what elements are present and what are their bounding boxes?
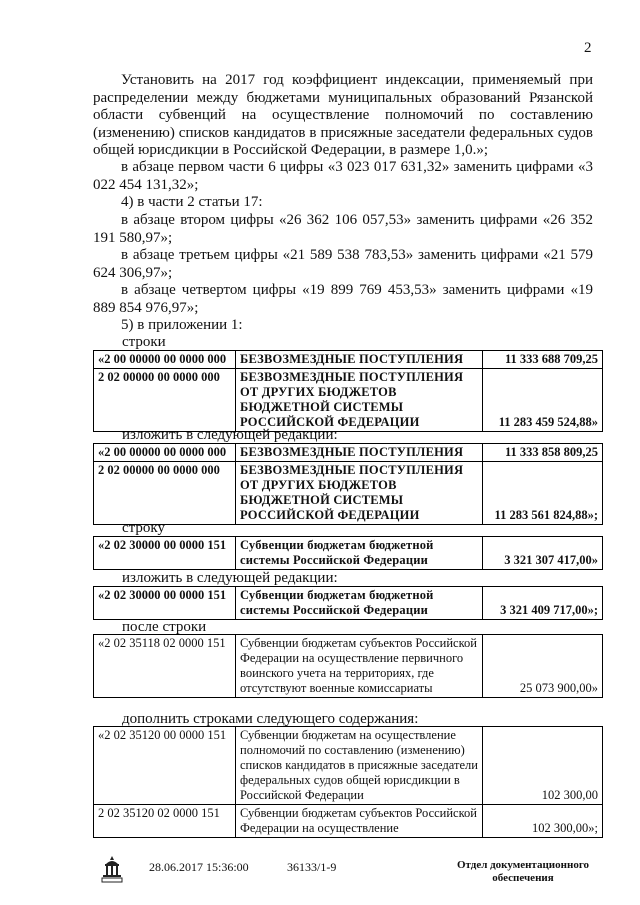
table-row — [94, 587, 603, 620]
table-cell-code: «2 02 30000 00 0000 151 — [94, 587, 236, 620]
table-cell-value: 11 283 459 524,88» — [483, 369, 603, 432]
table-cell-code: «2 02 35118 02 0000 151 — [94, 635, 236, 698]
table-row-old-subventions — [93, 536, 603, 570]
table-rows-new — [93, 443, 603, 525]
table-cell-name: БЕЗВОЗМЕЗДНЫЕ ПОСТУПЛЕНИЯ — [236, 351, 483, 369]
table-cell-code: 2 02 00000 00 0000 000 — [94, 462, 236, 525]
table-row — [94, 444, 603, 462]
table-cell-code: 2 02 35120 02 0000 151 — [94, 805, 236, 838]
table-cell-value: 11 283 561 824,88»; — [483, 462, 603, 525]
table-row — [94, 462, 603, 525]
label-add-rows: дополнить строками следующего содержания: — [122, 711, 419, 727]
table-row — [94, 727, 603, 805]
label-rows: строки — [122, 334, 166, 350]
table-cell-value: 3 321 307 417,00» — [483, 537, 603, 570]
paragraph-article17: 4) в части 2 статьи 17: — [121, 194, 263, 210]
page-number: 2 — [584, 40, 592, 56]
table-cell-value: 3 321 409 717,00»; — [483, 587, 603, 620]
table-cell-name: Субвенции бюджетам субъектов Российской Федерации на осуществление первичного воинского учета на территориях, где отсутствуют военные комиссариаты — [236, 635, 483, 698]
table-row-new-subventions — [93, 586, 603, 620]
table-cell-name: БЕЗВОЗМЕЗДНЫЕ ПОСТУПЛЕНИЯ ОТ ДРУГИХ БЮДЖЕТОВ БЮДЖЕТНОЙ СИСТЕМЫ РОССИЙСКОЙ ФЕДЕРАЦИИ — [236, 369, 483, 432]
table-cell-value: 11 333 858 809,25 — [483, 444, 603, 462]
paragraph-abzac3: в абзаце третьем цифры «21 589 538 783,53» заменить цифрами «21 579 624 306,97»; — [93, 247, 593, 281]
table-rows-added — [93, 726, 603, 838]
table-rows-old — [93, 350, 603, 432]
table-cell-code: «2 02 35120 00 0000 151 — [94, 727, 236, 805]
table-row — [94, 351, 603, 369]
table-cell-name: Субвенции бюджетам бюджетной системы Российской Федерации — [236, 537, 483, 570]
table-cell-value: 102 300,00 — [483, 727, 603, 805]
table-row — [94, 805, 603, 838]
label-after-row: после строки — [122, 619, 207, 635]
table-cell-name: БЕЗВОЗМЕЗДНЫЕ ПОСТУПЛЕНИЯ — [236, 444, 483, 462]
footer-datetime: 28.06.2017 15:36:00 — [149, 860, 249, 874]
label-new-edition: изложить в следующей редакции: — [122, 427, 338, 443]
table-cell-name: БЕЗВОЗМЕЗДНЫЕ ПОСТУПЛЕНИЯ ОТ ДРУГИХ БЮДЖЕТОВ БЮДЖЕТНОЙ СИСТЕМЫ РОССИЙСКОЙ ФЕДЕРАЦИИ — [236, 462, 483, 525]
duma-emblem-icon — [100, 854, 124, 884]
table-row-military — [93, 634, 603, 698]
paragraph-part6: в абзаце первом части 6 цифры «3 023 017 631,32» заменить цифрами «3 022 454 131,32»; — [93, 159, 593, 193]
table-cell-code: «2 00 00000 00 0000 000 — [94, 444, 236, 462]
table-cell-value: 25 073 900,00» — [483, 635, 603, 698]
table-cell-value: 11 333 688 709,25 — [483, 351, 603, 369]
footer-doc-number: 36133/1-9 — [287, 860, 337, 874]
paragraph-abzac4: в абзаце четвертом цифры «19 899 769 453,53» заменить цифрами «19 889 854 976,97»; — [93, 282, 593, 316]
table-row — [94, 369, 603, 432]
paragraph-abzac2: в абзаце втором цифры «26 362 106 057,53» заменить цифрами «26 352 191 580,97»; — [93, 212, 593, 246]
table-row — [94, 537, 603, 570]
table-cell-code: «2 00 00000 00 0000 000 — [94, 351, 236, 369]
table-cell-code: 2 02 00000 00 0000 000 — [94, 369, 236, 432]
table-cell-name: Субвенции бюджетам на осуществление полномочий по составлению (изменению) списков кандидатов в присяжные заседатели федеральных судов общей юрисдикции в Российской Федерации — [236, 727, 483, 805]
paragraph-coefficient: Установить на 2017 год коэффициент индексации, применяемый при распределении между бюджетами муниципальных образований Рязанской области субвенций на осуществление полномочий по составлению (изменению) списков кандидатов в присяжные заседатели федеральных судов общей юрисдикции в Российской Федерации, в размере 1,0.»; — [93, 72, 593, 158]
paragraph-appendix1: 5) в приложении 1: — [121, 317, 243, 333]
table-cell-name: Субвенции бюджетам субъектов Российской Федерации на осуществление — [236, 805, 483, 838]
footer-department: Отдел документационного обеспечения — [456, 859, 590, 884]
label-new-edition-2: изложить в следующей редакции: — [122, 570, 338, 586]
table-row — [94, 635, 603, 698]
table-cell-code: «2 02 30000 00 0000 151 — [94, 537, 236, 570]
label-row: строку — [122, 520, 165, 536]
table-cell-name: Субвенции бюджетам бюджетной системы Российской Федерации — [236, 587, 483, 620]
table-cell-value: 102 300,00»; — [483, 805, 603, 838]
